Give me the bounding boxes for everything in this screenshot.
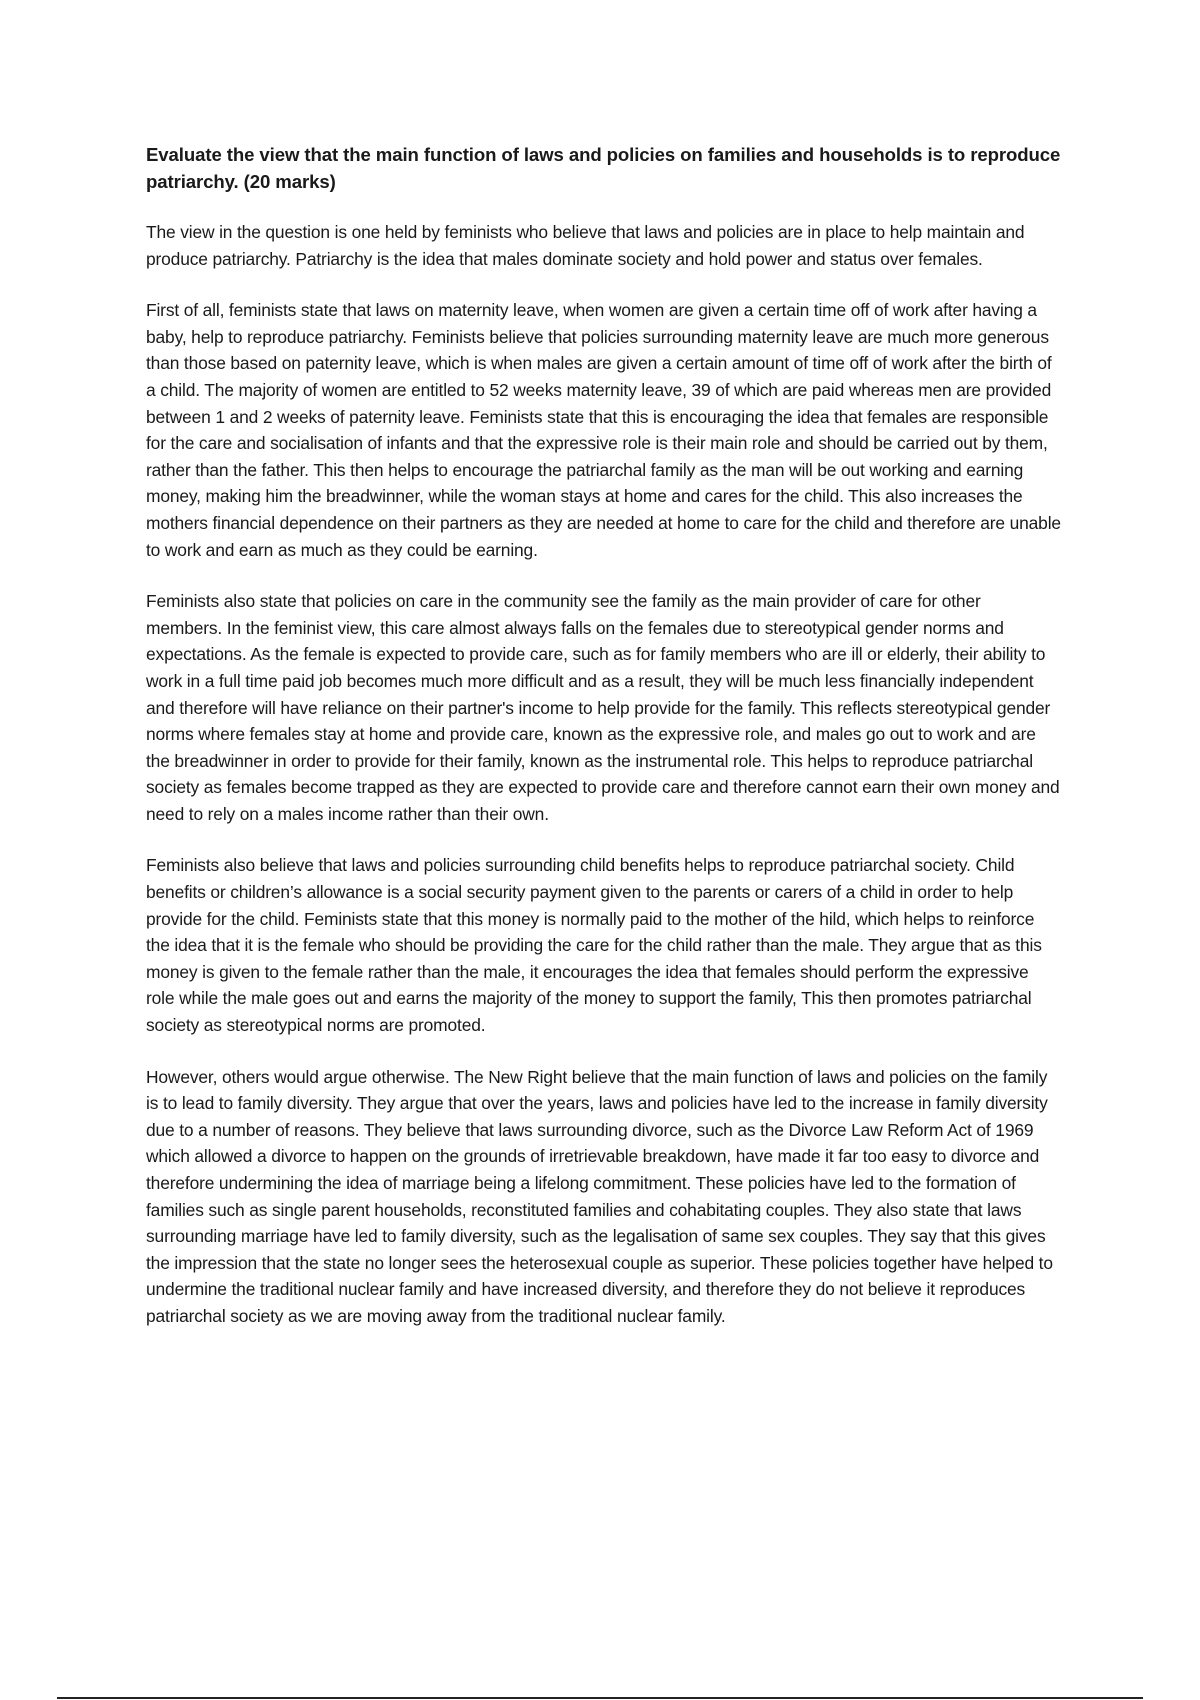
essay-question: Evaluate the view that the main function of laws and policies on families and households is to reproduce patriarchy. (20 marks) (146, 144, 1061, 192)
paragraph-intro: The view in the question is one held by feminists who believe that laws and policies are in place to help maintain and produce patriarchy. Patriarchy is the idea that males dominate society and hold power and status over females. (146, 222, 1025, 269)
paragraph-maternity-leave: First of all, feminists state that laws on maternity leave, when women are given a certain time off of work after having a baby, help to reproduce patriarchy. Feminists believe that policies surrounding maternity leave are much more generous than those based on paternity leave, which is when males are given a certain amount of time off of work after the birth of a child. The majority of women are entitled to 52 weeks maternity leave, 39 of which are paid whereas men are provided between 1 and 2 weeks of paternity leave. Feminists state that this is encouraging the idea that females are responsible for the care and socialisation of infants and that the expressive role is their main role and should be carried out by them, rather than the father. This then helps to encourage the patriarchal family as the man will be out working and earning money, making him the breadwinner, while the woman stays at home and cares for the child. This also increases the mothers financial dependence on their partners as they are needed at home to care for the child and therefore are unable to work and earn as much as they could be earning. (146, 300, 1061, 560)
document-page (146, 141, 1061, 1355)
paragraph-new-right: However, others would argue otherwise. The New Right believe that the main function of laws and policies on the family is to lead to family diversity. They argue that over the years, laws and policies have led to the increase in family diversity due to a number of reasons. They believe that laws surrounding divorce, such as the Divorce Law Reform Act of 1969 which allowed a divorce to happen on the grounds of irretrievable breakdown, have made it far too easy to divorce and therefore undermining the idea of marriage being a lifelong commitment. These policies have led to the formation of families such as single parent households, reconstituted families and cohabitating couples. They also state that laws surrounding marriage have led to family diversity, such as the legalisation of same sex couples. They say that this gives the impression that the state no longer sees the heterosexual couple as superior. These policies together have helped to undermine the traditional nuclear family and have increased diversity, and therefore they do not believe it reproduces patriarchal society as we are moving away from the traditional nuclear family. (146, 1066, 1053, 1326)
paragraph-care-in-community: Feminists also state that policies on care in the community see the family as the main provider of care for other members. In the feminist view, this care almost always falls on the females due to stereotypical gender norms and expectations. As the female is expected to provide care, such as for family members who are ill or elderly, their ability to work in a full time paid job becomes much more difficult and as a result, they will be much less financially independent and therefore will have reliance on their partner's income to help provide for the family. This reflects stereotypical gender norms where females stay at home and provide care, known as the expressive role, and males go out to work and are the breadwinner in order to provide for their family, known as the instrumental role. This helps to reproduce patriarchal society as females become trapped as they are expected to provide care and therefore cannot earn their own money and need to rely on a males income rather than their own. (146, 591, 1060, 824)
paragraph-child-benefits: Feminists also believe that laws and policies surrounding child benefits helps to reproduce patriarchal society. Child benefits or children’s allowance is a social security payment given to the parents or carers of a child in order to help provide for the child. Feminists state that this money is normally paid to the mother of the hild, which helps to reinforce the idea that it is the female who should be providing the care for the child rather than the male. They argue that as this money is given to the female rather than the male, it encourages the idea that females should perform the expressive role while the male goes out and earns the majority of the money to support the family, This then promotes patriarchal society as stereotypical norms are promoted. (146, 855, 1042, 1036)
page-bottom-divider (57, 1697, 1143, 1699)
